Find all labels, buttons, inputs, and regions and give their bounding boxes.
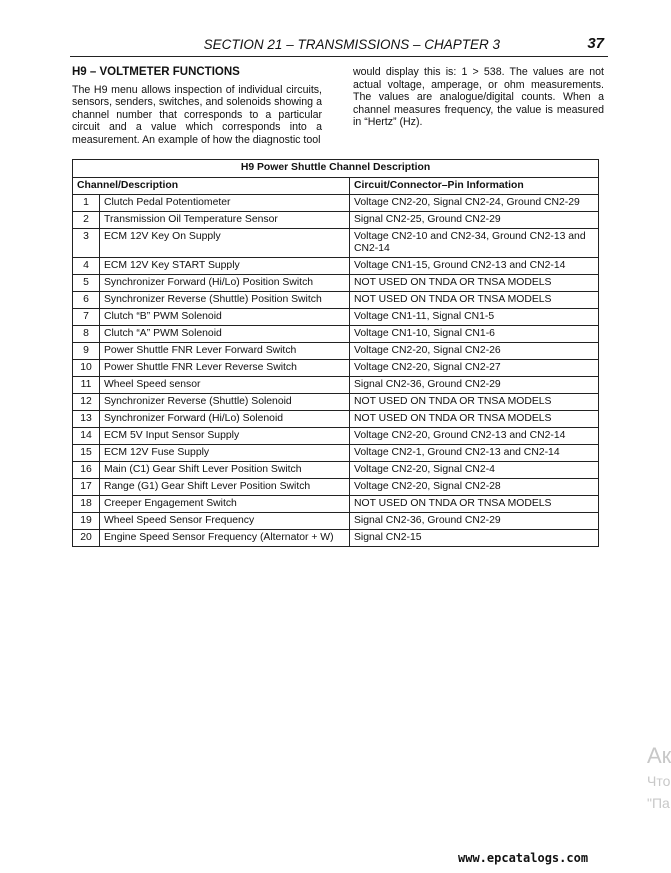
table-row bbox=[73, 513, 599, 530]
row-description-cell: Synchronizer Reverse (Shuttle) Solenoid bbox=[100, 394, 350, 411]
row-description-cell: Range (G1) Gear Shift Lever Position Switch bbox=[100, 479, 350, 496]
table-row bbox=[73, 496, 599, 513]
table-caption: H9 Power Shuttle Channel Description bbox=[73, 160, 599, 178]
row-number-cell: 7 bbox=[73, 309, 100, 326]
row-number-cell: 16 bbox=[73, 462, 100, 479]
row-info-cell: Signal CN2-36, Ground CN2-29 bbox=[350, 377, 599, 394]
row-number-cell: 12 bbox=[73, 394, 100, 411]
table-row bbox=[73, 530, 599, 547]
row-info-cell: Voltage CN2-10 and CN2-34, Ground CN2-13 and CN2-14 bbox=[350, 229, 599, 258]
table-row bbox=[73, 343, 599, 360]
table-row bbox=[73, 326, 599, 343]
table-row bbox=[73, 462, 599, 479]
row-number-cell: 10 bbox=[73, 360, 100, 377]
row-number-cell: 13 bbox=[73, 411, 100, 428]
row-info-cell: Voltage CN2-20, Ground CN2-13 and CN2-14 bbox=[350, 428, 599, 445]
row-number-cell: 3 bbox=[73, 229, 100, 258]
column-header-circuit: Circuit/Connector–Pin Information bbox=[350, 178, 599, 195]
table-row bbox=[73, 229, 599, 258]
row-info-cell: Voltage CN2-20, Signal CN2-28 bbox=[350, 479, 599, 496]
footer-url: www.epcatalogs.com bbox=[458, 851, 589, 865]
row-info-cell: Voltage CN1-11, Signal CN1-5 bbox=[350, 309, 599, 326]
row-info-cell: Signal CN2-36, Ground CN2-29 bbox=[350, 513, 599, 530]
row-number-cell: 19 bbox=[73, 513, 100, 530]
row-description-cell: ECM 12V Key START Supply bbox=[100, 258, 350, 275]
row-number-cell: 14 bbox=[73, 428, 100, 445]
row-info-cell: Voltage CN1-10, Signal CN1-6 bbox=[350, 326, 599, 343]
column-header-channel: Channel/Description bbox=[73, 178, 350, 195]
row-info-cell: Voltage CN2-20, Signal CN2-27 bbox=[350, 360, 599, 377]
row-number-cell: 9 bbox=[73, 343, 100, 360]
row-number-cell: 20 bbox=[73, 530, 100, 547]
row-description-cell: Synchronizer Reverse (Shuttle) Position Switch bbox=[100, 292, 350, 309]
row-description-cell: Power Shuttle FNR Lever Reverse Switch bbox=[100, 360, 350, 377]
table-row bbox=[73, 292, 599, 309]
row-info-cell: Voltage CN1-15, Ground CN2-13 and CN2-14 bbox=[350, 258, 599, 275]
table-row bbox=[73, 394, 599, 411]
intro-paragraph-left: The H9 menu allows inspection of individual circuits, sensors, senders, switches, and solenoids showing a channel number that corresponds to a particular circuit and a value which corresponds into a measurement. An example of how the diagnostic tool bbox=[72, 83, 322, 146]
row-info-cell: NOT USED ON TNDA OR TNSA MODELS bbox=[350, 496, 599, 513]
row-info-cell: NOT USED ON TNDA OR TNSA MODELS bbox=[350, 292, 599, 309]
row-number-cell: 8 bbox=[73, 326, 100, 343]
row-description-cell: Power Shuttle FNR Lever Forward Switch bbox=[100, 343, 350, 360]
row-number-cell: 17 bbox=[73, 479, 100, 496]
row-number-cell: 4 bbox=[73, 258, 100, 275]
row-description-cell: Wheel Speed sensor bbox=[100, 377, 350, 394]
intro-paragraph-right: would display this is: 1 > 538. The values are not actual voltage, amperage, or ohm measurements. The values are analogue/digital counts. When a channel measures frequency, the value is measured in “Hertz” (Hz). bbox=[353, 66, 604, 129]
row-info-cell: Signal CN2-25, Ground CN2-29 bbox=[350, 212, 599, 229]
row-description-cell: Transmission Oil Temperature Sensor bbox=[100, 212, 350, 229]
row-description-cell: Clutch “B” PWM Solenoid bbox=[100, 309, 350, 326]
row-info-cell: NOT USED ON TNDA OR TNSA MODELS bbox=[350, 411, 599, 428]
table-row bbox=[73, 411, 599, 428]
row-description-cell: Synchronizer Forward (Hi/Lo) Solenoid bbox=[100, 411, 350, 428]
table-row bbox=[73, 428, 599, 445]
row-number-cell: 5 bbox=[73, 275, 100, 292]
row-number-cell: 2 bbox=[73, 212, 100, 229]
intro-right-column bbox=[353, 66, 604, 129]
row-description-cell: Engine Speed Sensor Frequency (Alternator + W) bbox=[100, 530, 350, 547]
intro-left-column bbox=[72, 66, 322, 147]
row-info-cell: NOT USED ON TNDA OR TNSA MODELS bbox=[350, 275, 599, 292]
table-row bbox=[73, 212, 599, 229]
row-description-cell: ECM 12V Fuse Supply bbox=[100, 445, 350, 462]
row-description-cell: Clutch “A” PWM Solenoid bbox=[100, 326, 350, 343]
table-row bbox=[73, 360, 599, 377]
row-description-cell: Wheel Speed Sensor Frequency bbox=[100, 513, 350, 530]
row-description-cell: ECM 12V Key On Supply bbox=[100, 229, 350, 258]
watermark-line-2: Что bbox=[647, 773, 671, 789]
watermark-line-1: Ак bbox=[647, 743, 671, 768]
table-row bbox=[73, 445, 599, 462]
row-description-cell: Creeper Engagement Switch bbox=[100, 496, 350, 513]
row-info-cell: Voltage CN2-20, Signal CN2-4 bbox=[350, 462, 599, 479]
watermark bbox=[647, 742, 671, 814]
channel-table bbox=[72, 159, 599, 547]
section-heading: H9 – VOLTMETER FUNCTIONS bbox=[72, 66, 240, 78]
row-description-cell: Main (C1) Gear Shift Lever Position Switch bbox=[100, 462, 350, 479]
row-number-cell: 18 bbox=[73, 496, 100, 513]
table-row bbox=[73, 275, 599, 292]
page-number: 37 bbox=[587, 35, 604, 52]
row-info-cell: Voltage CN2-20, Signal CN2-24, Ground CN2-29 bbox=[350, 195, 599, 212]
watermark-line-3: "Па bbox=[647, 795, 670, 811]
table-row bbox=[73, 479, 599, 496]
row-number-cell: 11 bbox=[73, 377, 100, 394]
table-body bbox=[73, 195, 599, 547]
row-description-cell: Clutch Pedal Potentiometer bbox=[100, 195, 350, 212]
row-description-cell: Synchronizer Forward (Hi/Lo) Position Switch bbox=[100, 275, 350, 292]
row-info-cell: Voltage CN2-20, Signal CN2-26 bbox=[350, 343, 599, 360]
table-row bbox=[73, 309, 599, 326]
row-info-cell: Signal CN2-15 bbox=[350, 530, 599, 547]
section-title: SECTION 21 – TRANSMISSIONS – CHAPTER 3 bbox=[203, 37, 500, 52]
table-row bbox=[73, 258, 599, 275]
page-header bbox=[70, 32, 608, 57]
row-description-cell: ECM 5V Input Sensor Supply bbox=[100, 428, 350, 445]
row-info-cell: Voltage CN2-1, Ground CN2-13 and CN2-14 bbox=[350, 445, 599, 462]
row-number-cell: 15 bbox=[73, 445, 100, 462]
table-row bbox=[73, 377, 599, 394]
row-number-cell: 6 bbox=[73, 292, 100, 309]
table-row bbox=[73, 195, 599, 212]
row-info-cell: NOT USED ON TNDA OR TNSA MODELS bbox=[350, 394, 599, 411]
row-number-cell: 1 bbox=[73, 195, 100, 212]
